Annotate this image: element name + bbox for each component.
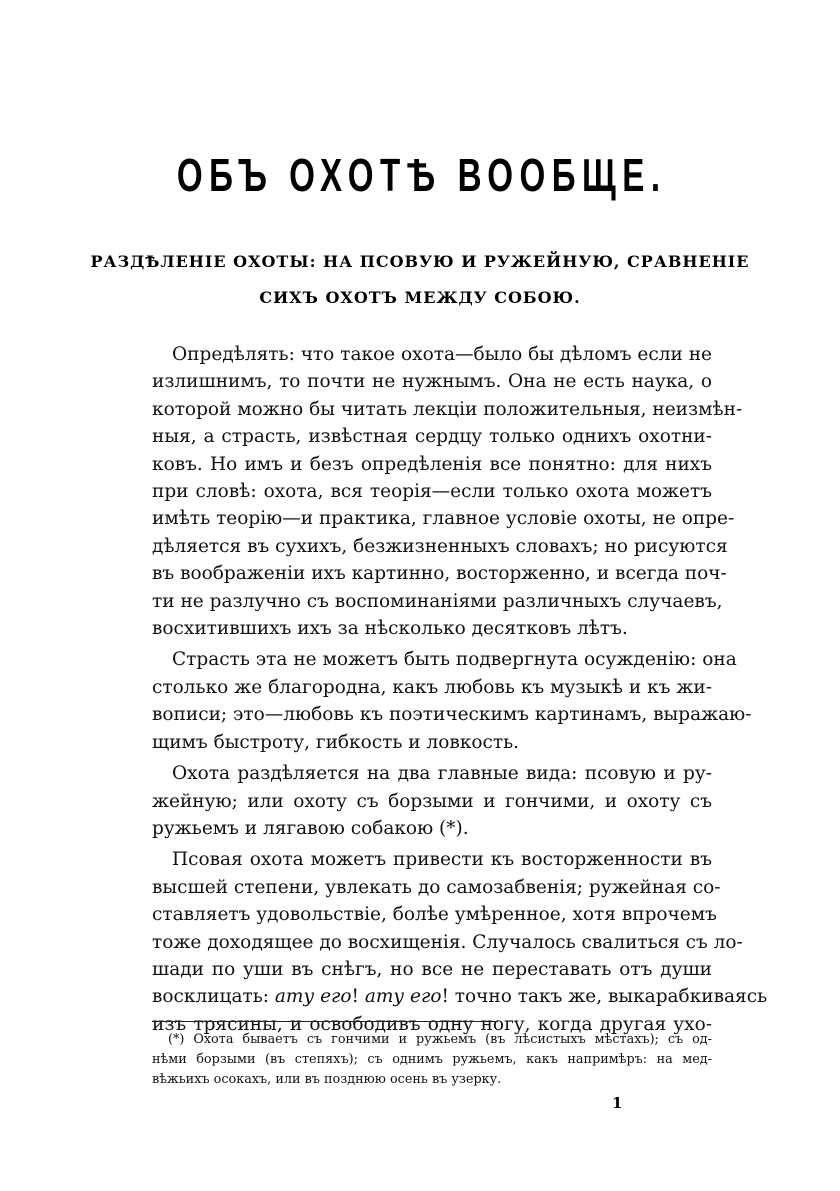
footnote xyxy=(152,1030,712,1090)
text-line: Охота раздѣляется на два главные вида: псовую и ру- xyxy=(172,763,712,785)
footnote-line: нѣми борзыми (въ степяхъ); съ однимъ ружьемъ, какъ напримѣръ: на мед- xyxy=(152,1052,712,1067)
text-line: восхитившихъ ихъ за нѣсколько десятковъ лѣтъ. xyxy=(152,618,628,640)
italic-exclamation: ату его xyxy=(274,986,352,1008)
text-line: тоже доходящее до восхищенія. Случалось свалиться съ ло- xyxy=(152,931,743,953)
text-line: Опредѣлять: что такое охота—было бы дѣломъ если не xyxy=(172,344,712,365)
text-line: восклицать: ату его! ату его! точно такъ же, выкарабкиваясь xyxy=(152,986,768,1008)
text-line: которой можно бы читать лекціи положительныя, неизмѣн- xyxy=(152,398,743,420)
chapter-subtitle-line-2: СИХЪ ОХОТЪ МЕЖДУ СОБОЮ. xyxy=(259,288,581,307)
footnote-line: вѣжьихъ осокахъ, или въ позднюю осень въ узерку. xyxy=(152,1072,502,1087)
chapter-title: ОБЪ ОХОТѢ ВООБЩЕ. xyxy=(176,149,667,201)
text-line: ставляетъ удовольствіе, болѣе умѣренное, хотя впрочемъ xyxy=(152,904,717,926)
text-line: ныя, а страсть, извѣстная сердцу только однихъ охотни- xyxy=(152,426,712,448)
text-line: Псовая охота можетъ привести къ восторженности въ xyxy=(172,849,712,871)
text-line: Страсть эта не можетъ быть подвергнута осужденію: она xyxy=(172,649,737,671)
text-line: ковъ. Но имъ и безъ опредѣленія все понятно: для нихъ xyxy=(152,453,712,475)
text-line: изъ трясины, и освободивъ одну ногу, когда другая ухо- xyxy=(152,1013,712,1035)
paragraph-2 xyxy=(152,646,752,756)
paragraph-1 xyxy=(152,341,743,642)
text-line: столько же благородна, какъ любовь къ музыкѣ и къ жи- xyxy=(152,676,712,698)
italic-exclamation: ату его xyxy=(364,986,442,1008)
body-text xyxy=(152,341,768,1042)
paragraph-3 xyxy=(152,760,712,842)
text-line: высшей степени, увлекать до самозабвенія; ружейная со- xyxy=(152,876,721,898)
text-line: дѣляется въ сухихъ, безжизненныхъ словахъ; но рисуются xyxy=(152,535,728,557)
text-line: ружьемъ и лягавою собакою (*). xyxy=(152,817,469,839)
text-line: вописи; это—любовь къ поэтическимъ картинамъ, выражаю- xyxy=(152,704,752,726)
text-line: въ воображеніи ихъ картинно, восторженно, и всегда поч- xyxy=(152,563,727,585)
paragraph-4 xyxy=(152,846,768,1038)
text-line: при словѣ: охота, вся теорія—если только охота можетъ xyxy=(152,481,712,503)
footnote-separator xyxy=(152,1021,498,1022)
text-line: ти не разлучно съ воспоминаніями различныхъ случаевъ, xyxy=(152,590,723,612)
text-line: имѣть теорію—и практика, главное условіе охоты, не опре- xyxy=(152,508,735,530)
text-line: щимъ быстроту, гибкость и ловкость. xyxy=(152,731,520,753)
text-line: шади по уши въ снѣгъ, но все не переставать отъ души xyxy=(152,958,712,980)
page-number: 1 xyxy=(612,1094,623,1112)
chapter-subtitle-line-1: РАЗДѢЛЕНІЕ ОХОТЫ: НА ПСОВУЮ И РУЖЕЙНУЮ, СРАВНЕНІЕ xyxy=(90,252,750,271)
footnote-line: (*) Охота бываетъ съ гончими и ружьемъ (въ лѣсистыхъ мѣстахъ); съ од- xyxy=(168,1032,712,1047)
text-line: жейную; или охоту съ борзыми и гончими, и охоту съ xyxy=(152,790,712,812)
text-line: излишнимъ, то почти не нужнымъ. Она не есть наука, о xyxy=(152,371,712,393)
